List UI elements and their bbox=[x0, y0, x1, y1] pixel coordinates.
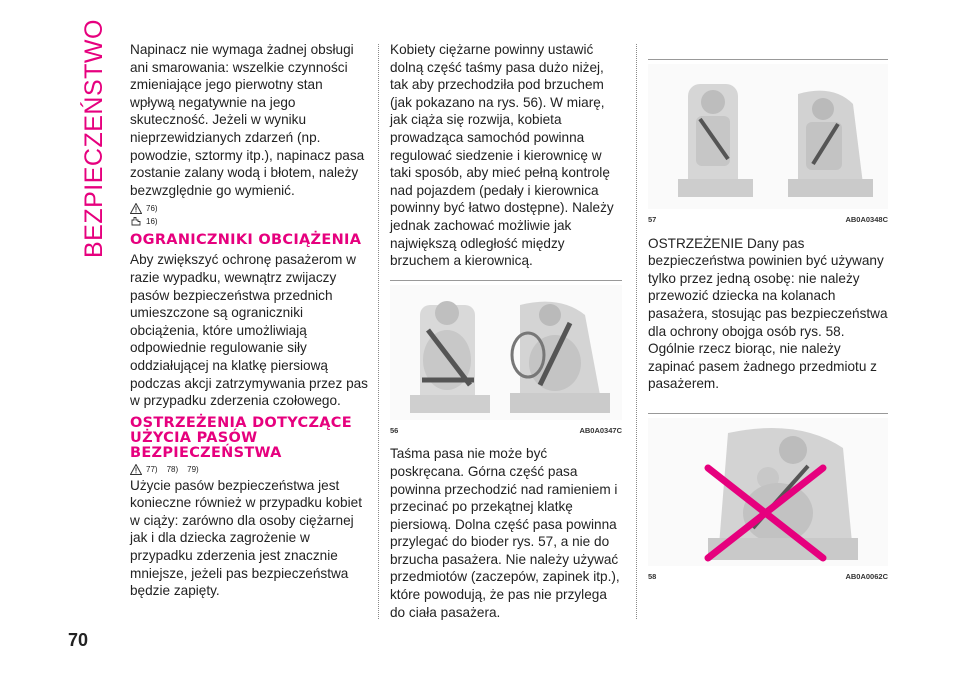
heading-seatbelt-warnings: OSTRZEŻENIA DOTYCZĄCE UŻYCIA PASÓW BEZPIECZEŃSTWA bbox=[130, 414, 352, 461]
page-number: 70 bbox=[68, 630, 89, 650]
figure-58-illustration bbox=[648, 418, 888, 566]
warning-triangle-icon bbox=[130, 464, 142, 475]
column-divider bbox=[378, 44, 379, 619]
hand-note-icon bbox=[130, 216, 142, 227]
section-title-vertical bbox=[80, 19, 110, 258]
figure-56-code: AB0A0347C bbox=[579, 425, 622, 435]
single-person-warning-paragraph: OSTRZEŻENIE Dany pas bezpieczeństwa powinien być używany tylko przez jedną osobę: nie należy przewozić dziecka na kolanach pasażera, stosując pas bezpieczeństwa dla ochrony obojga osób rys. 58. Ogólnie rzecz biorąc, nie należy zapinać pasem żadnego przedmiotu z pasażerem. bbox=[648, 235, 888, 392]
child-on-lap-prohibited-illustration bbox=[648, 418, 888, 566]
figure-58-number: 58 bbox=[648, 571, 657, 581]
column-2 bbox=[390, 41, 622, 625]
figure-56-illustration bbox=[390, 285, 622, 420]
figure-56 bbox=[390, 280, 622, 440]
note-reference bbox=[130, 216, 368, 227]
pregnant-woman-seatbelt-illustration bbox=[390, 285, 622, 420]
note-ref-text: 16) bbox=[146, 217, 158, 227]
figure-57-illustration bbox=[648, 64, 888, 209]
warning-ref-78: 78) bbox=[166, 464, 179, 474]
warning-references bbox=[130, 464, 368, 475]
load-limiters-paragraph: Aby zwiększyć ochronę pasażerom w razie wypadku, wewnątrz zwijaczy pasów bezpieczeństwa przednich umieszczone są ograniczniki obciążenia, które umożliwiają odpowiednie regulowanie siły oddziałującej na klatkę piersiową podczas akcji zatrzymywania przez pas w przypadku zderzenia czołowego. bbox=[130, 252, 368, 409]
warning-ref-79: 79) bbox=[187, 464, 199, 474]
intro-paragraph: Napinacz nie wymaga żadnej obsługi ani smarowania: wszelkie czynności zmieniające jego pierwotny stan wpływą negatywnie na jego skuteczność. Jeżeli w wyniku nieprzewidzianych zdarzeń (np. powodzie, sztormy itp.), napinacz pasa zostanie zalany wodą i błotem, należy bezwzględnie go wymienić. bbox=[130, 42, 365, 198]
column-divider bbox=[636, 44, 637, 619]
figure-58-caption bbox=[648, 568, 888, 586]
belt-position-paragraph: Taśma pasa nie może być poskręcana. Górna część pasa powinna przechodzić nad ramieniem i przecinać po przekątnej klatkę piersiową. Dolna część pasa powinna przylegać do bioder rys. 57, a nie do brzucha pasażera. Nie należy używać przedmiotów (zaczepów, zapinek itp.), które powodują, że pas nie przylega do ciała pasażera. bbox=[390, 446, 620, 620]
figure-57-code: AB0A0348C bbox=[845, 215, 888, 224]
warning-triangle-icon bbox=[130, 203, 142, 214]
figure-58-code: AB0A0062C bbox=[845, 571, 888, 581]
figure-58 bbox=[648, 413, 888, 586]
column-1 bbox=[130, 41, 368, 604]
figure-56-number: 56 bbox=[390, 425, 399, 435]
figure-57-number: 57 bbox=[648, 215, 657, 224]
pregnant-belt-paragraph: Kobiety ciężarne powinny ustawić dolną część taśmy pasa dużo niżej, tak aby przechodziła pod brzuchem (jak pokazano na rys. 56). W miarę, jak ciąża się rozwija, kobieta prowadząca samochód powinna regulować siedzenie i kierownicę w taki sposób, aby mieć pełną kontrolę nad pojazdem (pedały i kierownica powinny być łatwo dostępne). Należy jednak zachować możliwie jak największą odległość między brzuchem a kierownicą. bbox=[390, 42, 614, 269]
figure-57-caption bbox=[648, 211, 888, 229]
pregnancy-paragraph: Użycie pasów bezpieczeństwa jest konieczne również w przypadku kobiet w ciąży: zarówno dla osoby ciężarnej jak i dla dziecka zagrożenie w przypadku zderzenia jest znacznie mniejsze, jeżeli pas bezpieczeństwa będzie zapięty. bbox=[130, 477, 362, 599]
heading-load-limiters: OGRANICZNIKI OBCIĄŻENIA bbox=[130, 232, 362, 249]
warning-reference bbox=[130, 203, 368, 214]
column-3 bbox=[648, 41, 888, 586]
section-title-text: BEZPIECZEŃSTWO bbox=[80, 19, 108, 258]
figure-57 bbox=[648, 59, 888, 229]
warning-ref-77: 77) bbox=[146, 464, 158, 474]
seated-passengers-illustration bbox=[648, 64, 888, 209]
warning-ref-text: 76) bbox=[146, 204, 158, 214]
figure-56-caption bbox=[390, 422, 622, 440]
